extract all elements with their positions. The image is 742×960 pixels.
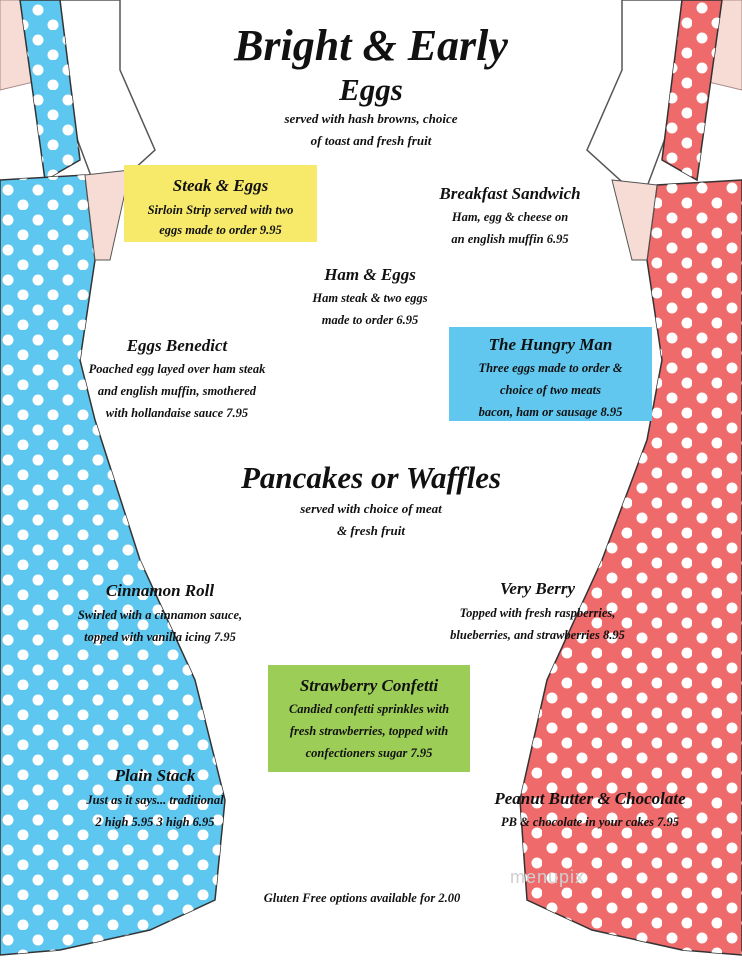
item-desc-ham-eggs-2: made to order 6.95 xyxy=(321,313,419,327)
item-name-strawberry-confetti: Strawberry Confetti xyxy=(299,676,439,695)
item-desc-peanut-butter-chocolate-1: PB & chocolate in your cakes 7.95 xyxy=(500,815,680,829)
item-desc-eggs-benedict-2: and english muffin, smothered xyxy=(97,384,257,398)
pancakes-subtitle-line1: served with choice of meat xyxy=(300,501,442,516)
item-desc-strawberry-confetti-3: confectioners sugar 7.95 xyxy=(305,746,433,760)
item-desc-ham-eggs-1: Ham steak & two eggs xyxy=(312,291,428,305)
item-desc-plain-stack-1: Just as it says... traditional xyxy=(86,793,224,807)
eggs-subtitle-line2: of toast and fresh fruit xyxy=(310,133,432,148)
item-desc-steak-eggs-1: Sirloin Strip served with two xyxy=(147,203,294,217)
item-desc-plain-stack-2: 2 high 5.95 3 high 6.95 xyxy=(95,815,215,829)
item-name-very-berry: Very Berry xyxy=(499,579,576,598)
item-desc-hungry-man-1: Three eggs made to order & xyxy=(478,361,623,375)
item-name-ham-eggs: Ham & Eggs xyxy=(324,265,416,284)
pancakes-heading: Pancakes or Waffles xyxy=(240,460,502,495)
item-desc-cinnamon-roll-1: Swirled with a cinnamon sauce, xyxy=(77,608,243,622)
item-desc-steak-eggs-2: eggs made to order 9.95 xyxy=(159,223,282,237)
item-name-steak-eggs: Steak & Eggs xyxy=(172,176,269,195)
pancakes-subtitle-line2: & fresh fruit xyxy=(337,523,405,538)
item-name-eggs-benedict: Eggs Benedict xyxy=(126,336,228,355)
item-desc-hungry-man-3: bacon, ham or sausage 8.95 xyxy=(478,405,623,419)
item-desc-eggs-benedict-3: with hollandaise sauce 7.95 xyxy=(105,406,249,420)
gluten-free-note: Gluten Free options available for 2.00 xyxy=(263,891,461,905)
menu-title: Bright & Early xyxy=(234,21,508,70)
eggs-heading: Eggs xyxy=(339,72,403,107)
item-desc-strawberry-confetti-1: Candied confetti sprinkles with xyxy=(288,702,450,716)
item-name-cinnamon-roll: Cinnamon Roll xyxy=(105,581,215,600)
item-desc-strawberry-confetti-2: fresh strawberries, topped with xyxy=(289,724,449,738)
item-desc-hungry-man-2: choice of two meats xyxy=(499,383,602,397)
item-desc-breakfast-sandwich-2: an english muffin 6.95 xyxy=(451,232,569,246)
item-desc-eggs-benedict-1: Poached egg layed over ham steak xyxy=(88,362,266,376)
item-name-breakfast-sandwich: Breakfast Sandwich xyxy=(439,184,581,203)
item-desc-very-berry-2: blueberries, and strawberries 8.95 xyxy=(450,628,625,642)
item-desc-cinnamon-roll-2: topped with vanilla icing 7.95 xyxy=(84,630,236,644)
item-name-plain-stack: Plain Stack xyxy=(114,766,196,785)
item-name-hungry-man: The Hungry Man xyxy=(488,335,613,354)
watermark: menupix xyxy=(510,867,586,887)
eggs-subtitle-line1: served with hash browns, choice xyxy=(284,111,458,126)
item-desc-very-berry-1: Topped with fresh raspberries, xyxy=(459,606,616,620)
item-name-peanut-butter-chocolate: Peanut Butter & Chocolate xyxy=(494,789,686,808)
item-desc-breakfast-sandwich-1: Ham, egg & cheese on xyxy=(451,210,569,224)
